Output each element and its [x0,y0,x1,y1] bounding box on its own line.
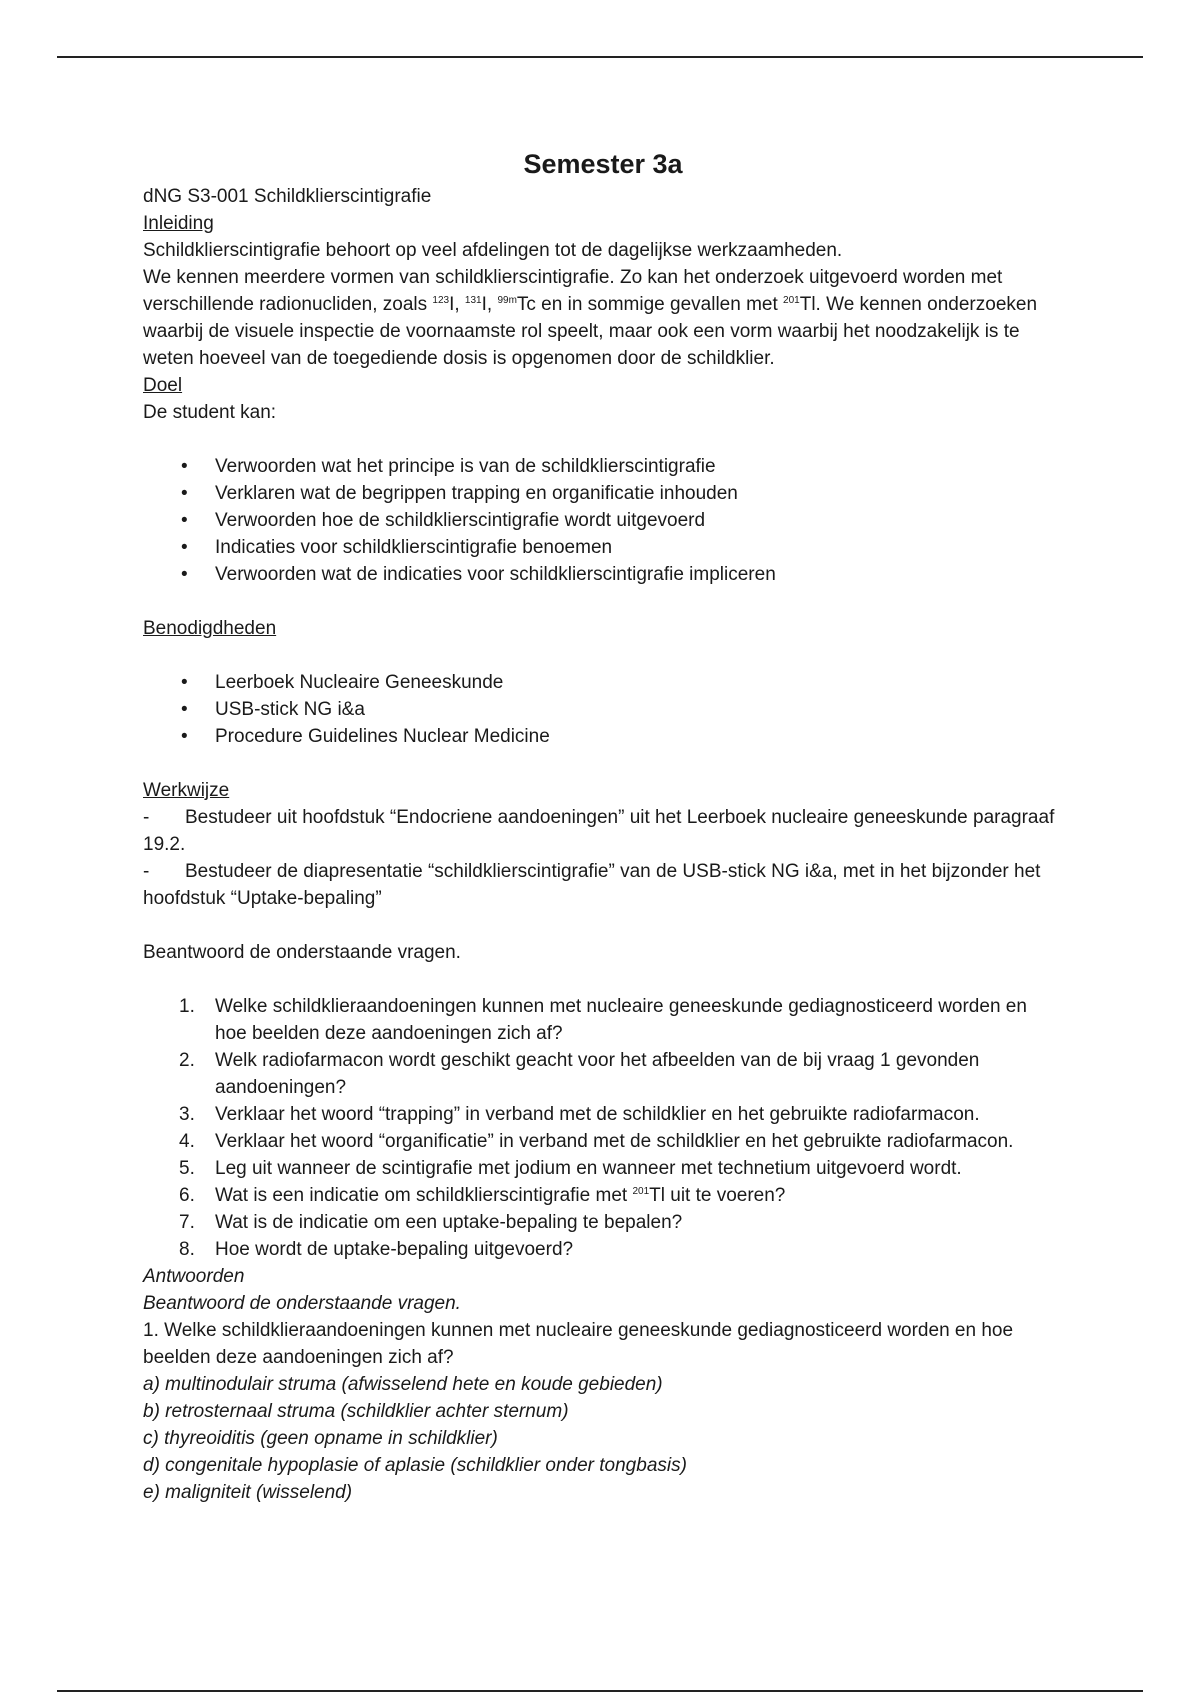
question-item: 2. Welk radiofarmacon wordt geschikt geacht voor het afbeelden van de bij vraag 1 gevonden aandoeningen? [179,1050,980,1098]
list-item: • USB-stick NG i&a [143,696,1063,723]
spacer [143,912,1063,939]
top-rule [57,56,1143,58]
intro-line: Schildklierscintigrafie behoort op veel afdelingen tot de dagelijkse werkzaamheden. [143,240,843,261]
list-item: • Verwoorden wat de indicaties voor schildklierscintigrafie impliceren [143,561,1063,588]
question-item: 7. Wat is de indicatie om een uptake-bepaling te bepalen? [179,1212,683,1233]
spacer [143,426,1063,453]
spacer [143,642,1063,669]
needs-heading: Benodigdheden [143,618,277,639]
answers-lead: Beantwoord de onderstaande vragen. [143,1293,461,1314]
questions-list [143,993,1063,1263]
document-page [143,145,1063,1506]
list-item: • Procedure Guidelines Nuclear Medicine [143,723,1063,750]
goal-list [143,453,1063,588]
bottom-rule [57,1690,1143,1692]
needs-list [143,669,1063,750]
answer-item: b) retrosternaal struma (schildklier achter sternum) [143,1401,569,1422]
answer-item: d) congenitale hypoplasie of aplasie (schildklier onder tongbasis) [143,1455,687,1476]
spacer [143,750,1063,777]
method-heading: Werkwijze [143,780,230,801]
answer-item: a) multinodulair struma (afwisselend hete en koude gebieden) [143,1374,663,1395]
answers-heading: Antwoorden [143,1266,245,1287]
question-item: 8. Hoe wordt de uptake-bepaling uitgevoerd? [179,1239,574,1260]
questions-lead: Beantwoord de onderstaande vragen. [143,942,461,963]
intro-heading: Inleiding [143,213,214,234]
question-item: 5. Leg uit wanneer de scintigrafie met jodium en wanneer met technetium uitgevoerd wordt. [179,1158,962,1179]
list-item: • Verwoorden wat het principe is van de schildklierscintigrafie [143,453,1063,480]
goal-lead: De student kan: [143,402,277,423]
list-item: • Indicaties voor schildklierscintigrafie benoemen [143,534,1063,561]
answer-question-1: 1. Welke schildklieraandoeningen kunnen met nucleaire geneeskunde gediagnosticeerd worden en hoe beelden deze aandoeningen zich af? [143,1320,1014,1368]
answer-item: e) maligniteit (wisselend) [143,1482,353,1503]
goal-heading: Doel [143,375,183,396]
course-code: dNG S3-001 Schildklierscintigrafie [143,186,432,207]
method-step-2: - Bestudeer de diapresentatie “schildklierscintigrafie” van de USB-stick NG i&a, met in het bijzonder het hoofdstuk “Uptake-bepaling” [143,861,1041,909]
question-item: 6. Wat is een indicatie om schildklierscintigrafie met $^{201}$Tl uit te voeren? [179,1185,786,1206]
list-item: • Verwoorden hoe de schildklierscintigrafie wordt uitgevoerd [143,507,1063,534]
question-item: 3. Verklaar het woord “trapping” in verband met de schildklier en het gebruikte radiofarmacon. [179,1104,980,1125]
answer-item: c) thyreoiditis (geen opname in schildklier) [143,1428,498,1449]
intro-paragraph: We kennen meerdere vormen van schildklierscintigrafie. Zo kan het onderzoek uitgevoerd worden met verschillende radionucliden, zoals $^{123}$I, $^{131}$I, $^{99m}$Tc en in sommige gevallen met $^{201}$Tl. We kennen onderzoeken waarbij de visuele inspectie de voornaamste rol speelt, maar ook een vorm waarbij het noodzakelijk is te weten hoeveel van de toegediende dosis is opgenomen door de schildklier. [143,267,1038,369]
question-item: 1. Welke schildklieraandoeningen kunnen met nucleaire geneeskunde gediagnosticeerd worden en hoe beelden deze aandoeningen zich af? [179,996,1027,1044]
method-step-1: - Bestudeer uit hoofdstuk “Endocriene aandoeningen” uit het Leerboek nucleaire geneeskunde paragraaf 19.2. [143,807,1055,855]
spacer [143,588,1063,615]
list-item: • Verklaren wat de begrippen trapping en organificatie inhouden [143,480,1063,507]
spacer [143,966,1063,993]
page-title: Semester 3a [523,149,683,179]
question-item: 4. Verklaar het woord “organificatie” in verband met de schildklier en het gebruikte radiofarmacon. [179,1131,1014,1152]
list-item: • Leerboek Nucleaire Geneeskunde [143,669,1063,696]
